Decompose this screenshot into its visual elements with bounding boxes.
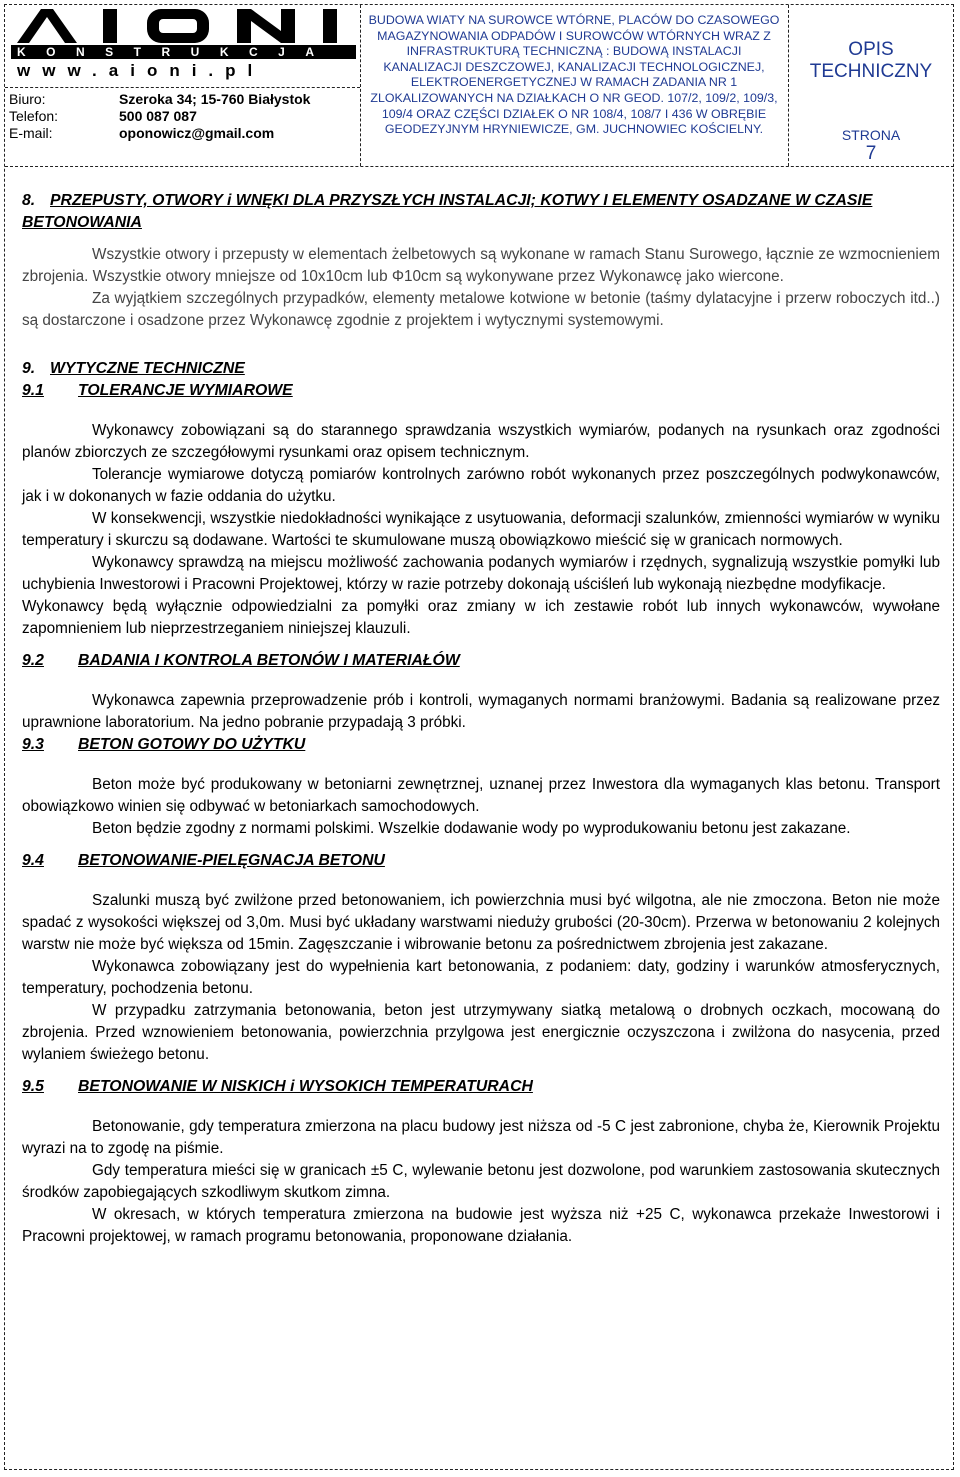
contact-office [9, 91, 310, 108]
aioni-logo-icon [11, 7, 356, 61]
document-header [5, 5, 954, 167]
contact-label: Biuro: [9, 91, 46, 107]
contact-info [9, 91, 310, 142]
document-body [22, 190, 940, 1248]
contact-value: Szeroka 34; 15-760 Białystok [119, 91, 311, 107]
paragraph: Wszystkie otwory i przepusty w elementach żelbetowych są wykonane w ramach Stanu Surowego, łącznie ze wzmocnieniem zbrojenia. Wszystkie otwory mniejsze od 10x10cm lub Φ10cm są wykonywane przez Wykonawcę jako wiercone. [22, 246, 940, 285]
document-type-line1: OPIS [848, 39, 894, 60]
subsection-number: 9.4 [22, 852, 44, 869]
paragraph: Za wyjątkiem szczególnych przypadków, elementy metalowe kotwione w betonie (taśmy dylatacyjne i przerw roboczych itd..) są dostarczone i osadzone przez Wykonawcę zgodnie z projektem i wytycznymi systemowymi. [22, 290, 940, 329]
project-description: BUDOWA WIATY NA SUROWCE WTÓRNE, PLACÓW DO CZASOWEGO MAGAZYNOWANIA ODPADÓW I SUROWCÓW WTÓRNYCH WRAZ Z INFRASTRUKTURĄ TECHNICZNĄ : BUDOWĄ INSTALACJI KANALIZACJI DESZCZOWEJ, KANALIZACJI TECHNOLOGICZNEJ, ELEKTROENERGETYCZNEJ W RAMACH ZADANIA NR 1 ZLOKALIZOWANYCH NA DZIAŁKACH O NR GEOD. 107/2, 109/2, 109/3, 109/4 ORAZ CZĘŚCI DZIAŁEK O NR 108/4, 108/7 I 436 W OBRĘBIE GEODEZYJNYM HRYNIEWICZE, GM. JUCHNOWIEC KOŚCIELNY. [368, 13, 780, 137]
website-url: www.aioni.pl [17, 61, 265, 80]
document-type [788, 39, 954, 83]
paragraph: Wykonawcy będą wyłącznie odpowiedzialni za pomyłki oraz zmiany w ich zestawie robót lub innych wykonawców, wywołane zapomnieniem lub nieprzestrzeganiem niniejszej klauzuli. [22, 598, 940, 637]
subsection-title: BETON GOTOWY DO UŻYTKU [78, 736, 306, 753]
company-logo [5, 5, 360, 88]
contact-label: Telefon: [9, 108, 59, 124]
paragraph: Wykonawca zapewnia przeprowadzenie prób i kontroli, wymaganych normami branżowymi. Badania są realizowane przez uprawnione laboratorium. Na jedno pobranie przypadają 3 próbki. [22, 692, 940, 731]
paragraph: Beton będzie zgodny z normami polskimi. Wszelkie dodawanie wody po wyprodukowaniu betonu jest zakazane. [92, 820, 851, 837]
section-title: WYTYCZNE TECHNICZNE [50, 360, 245, 377]
subsection-number: 9.1 [22, 382, 44, 399]
subsection-number: 9.2 [22, 652, 44, 669]
subsection-heading-9-3 [22, 734, 940, 756]
paragraph: Tolerancje wymiarowe dotyczą pomiarów kontrolnych zarówno robót wykonanych przez poszczególnych podwykonawców, jak i w dokonanych w fazie oddania do użytku. [22, 466, 940, 505]
header-right-column [788, 5, 954, 166]
paragraph: W konsekwencji, wszystkie niedokładności wynikające z usytuowania, deformacji szalunków, zmienności wymiarów w wyniku temperatury i skurczu są dodawane. Wartości te skumulowane muszą obowiązkowo mieścić się w granicach normowych. [22, 510, 940, 549]
paragraph: Wykonawcy zobowiązani są do starannego sprawdzania wszystkich wymiarów, podanych na rysunkach oraz zgodności planów zbiorczych ze szczegółowymi rysunkami oraz opisem technicznym. [22, 422, 940, 461]
section-heading-9 [22, 358, 940, 380]
paragraph: Wykonawca zobowiązany jest do wypełnienia kart betonowania, z podaniem: daty, godziny i warunków atmosferycznych, temperatury, pochodzenia betonu. [22, 958, 940, 997]
contact-value: 500 087 087 [119, 108, 197, 124]
subsection-heading-9-4 [22, 850, 940, 872]
subsection-title: TOLERANCJE WYMIAROWE [78, 382, 293, 399]
subsection-heading-9-5 [22, 1076, 940, 1098]
header-middle-column [360, 5, 789, 166]
subsection-title: BETONOWANIE W NISKICH i WYSOKICH TEMPERATURACH [78, 1078, 533, 1095]
subsection-heading-9-1 [22, 380, 940, 402]
contact-phone [9, 108, 310, 125]
svg-text:KONSTRUKCJA: KONSTRUKCJA [17, 45, 335, 59]
paragraph: W przypadku zatrzymania betonowania, beton jest utrzymywany siatką metalową o drobnych oczkach, mocowaną do zbrojenia. Przed wznowieniem betonowania, powierzchnia przylgowa jest energicznie oczyszczona i zwilżona do nasycenia, przed wylaniem świeżego betonu. [22, 1002, 940, 1063]
paragraph: Szalunki muszą być zwilżone przed betonowaniem, ich powierzchnia musi być wilgotna, ale nie zmoczona. Beton nie może spadać z wysokości większej od 3,0m. Musi być układany warstwami nieduży grubości (20-30cm). Przerwa w betonowaniu 2 kolejnych warstw nie może być większa od 15min. Zagęszczanie i wibrowanie betonu za pośrednictwem zbrojenia jest zakazane. [22, 892, 940, 953]
subsection-number: 9.3 [22, 736, 44, 753]
contact-label: E-mail: [9, 125, 53, 141]
paragraph: Wykonawcy sprawdzą na miejscu możliwość zachowania podanych wymiarów i rzędnych, sygnalizują wszystkie pomyłki lub uchybienia Inwestorowi i Pracowni Projektowej, którzy w razie potrzeby dokonają uściśleń lub wykonają niezbędne modyfikacje. [22, 554, 940, 593]
page-number: 7 [865, 143, 877, 164]
header-left-column [5, 5, 361, 166]
paragraph: Betonowanie, gdy temperatura zmierzona na placu budowy jest niższa od -5 C jest zabronione, chyba że, Kierownik Projektu wyrazi na to zgodę na piśmie. [22, 1118, 940, 1157]
section-heading-8 [22, 190, 940, 234]
section-number: 8. [22, 192, 36, 209]
paragraph: Gdy temperatura mieści się w granicach ±5 C, wylewanie betonu jest dozwolone, pod warunkiem zastosowania skutecznych środków zapobiegających szkodliwym skutkom zimna. [22, 1162, 940, 1201]
page-label: STRONA [841, 127, 901, 143]
subsection-title: BETONOWANIE-PIELĘGNACJA BETONU [78, 852, 385, 869]
subsection-heading-9-2 [22, 650, 940, 672]
paragraph: W okresach, w których temperatura zmierzona na budowie jest wyższa niż +25 C, wykonawca przekaże Inwestorowi i Pracowni projektowej, w ramach programu betonowania, proponowane działania. [22, 1206, 940, 1245]
contact-value: oponowicz@gmail.com [119, 125, 275, 141]
section-title: PRZEPUSTY, OTWORY i WNĘKI DLA PRZYSZŁYCH INSTALACJI; KOTWY I ELEMENTY OSADZANE W CZASIE BETONOWANIA [22, 192, 873, 231]
document-type-line2: TECHNICZNY [809, 61, 933, 82]
contact-email [9, 125, 310, 142]
section-number: 9. [22, 360, 36, 377]
subsection-title: BADANIA I KONTROLA BETONÓW I MATERIAŁÓW [78, 652, 460, 669]
paragraph: Beton może być produkowany w betoniarni zewnętrznej, uznanej przez Inwestora dla wymaganych klas betonu. Transport obowiązkowo winien się odbywać w betoniarkach samochodowych. [22, 776, 940, 815]
subsection-number: 9.5 [22, 1078, 44, 1095]
